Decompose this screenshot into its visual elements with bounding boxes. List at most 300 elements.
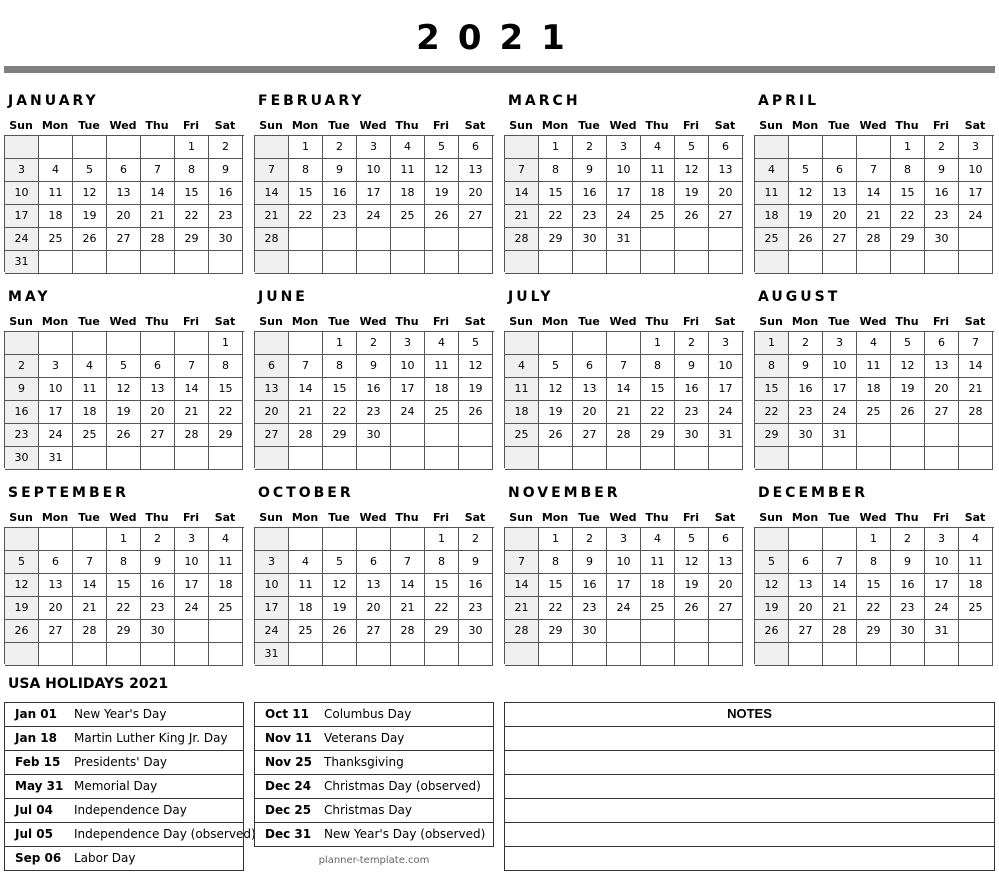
- day-cell[interactable]: 1: [107, 528, 141, 551]
- day-cell[interactable]: 4: [39, 159, 73, 182]
- day-cell[interactable]: 19: [539, 401, 573, 424]
- day-cell[interactable]: 25: [39, 228, 73, 251]
- day-cell[interactable]: [357, 228, 391, 251]
- day-cell[interactable]: 13: [925, 355, 959, 378]
- day-cell[interactable]: 24: [925, 597, 959, 620]
- day-cell[interactable]: [209, 251, 243, 274]
- day-cell[interactable]: 2: [573, 528, 607, 551]
- day-cell[interactable]: [709, 228, 743, 251]
- day-cell[interactable]: 28: [607, 424, 641, 447]
- day-cell[interactable]: 26: [459, 401, 493, 424]
- day-cell[interactable]: 25: [641, 205, 675, 228]
- day-cell[interactable]: 24: [175, 597, 209, 620]
- day-cell[interactable]: 4: [289, 551, 323, 574]
- day-cell[interactable]: 22: [289, 205, 323, 228]
- day-cell[interactable]: [107, 447, 141, 470]
- day-cell[interactable]: 7: [505, 551, 539, 574]
- day-cell[interactable]: 11: [209, 551, 243, 574]
- day-cell[interactable]: 7: [505, 159, 539, 182]
- day-cell[interactable]: 29: [175, 228, 209, 251]
- day-cell[interactable]: 1: [209, 332, 243, 355]
- day-cell[interactable]: 15: [539, 182, 573, 205]
- day-cell[interactable]: 19: [73, 205, 107, 228]
- day-cell[interactable]: 22: [641, 401, 675, 424]
- notes-line[interactable]: [505, 775, 994, 799]
- day-cell[interactable]: 7: [607, 355, 641, 378]
- day-cell[interactable]: 2: [357, 332, 391, 355]
- day-cell[interactable]: 7: [73, 551, 107, 574]
- day-cell[interactable]: 3: [607, 136, 641, 159]
- day-cell[interactable]: 4: [857, 332, 891, 355]
- day-cell[interactable]: 1: [891, 136, 925, 159]
- day-cell[interactable]: [323, 228, 357, 251]
- day-cell[interactable]: 30: [573, 620, 607, 643]
- day-cell[interactable]: 24: [959, 205, 993, 228]
- day-cell[interactable]: 21: [141, 205, 175, 228]
- day-cell[interactable]: 12: [675, 551, 709, 574]
- day-cell[interactable]: 29: [323, 424, 357, 447]
- day-cell[interactable]: 12: [459, 355, 493, 378]
- day-cell[interactable]: [857, 447, 891, 470]
- notes-line[interactable]: [505, 799, 994, 823]
- day-cell[interactable]: 5: [425, 136, 459, 159]
- day-cell[interactable]: 9: [789, 355, 823, 378]
- day-cell[interactable]: 30: [925, 228, 959, 251]
- day-cell[interactable]: 12: [107, 378, 141, 401]
- day-cell[interactable]: 8: [425, 551, 459, 574]
- day-cell[interactable]: [789, 643, 823, 666]
- day-cell[interactable]: 29: [891, 228, 925, 251]
- day-cell[interactable]: 2: [573, 136, 607, 159]
- day-cell[interactable]: 27: [789, 620, 823, 643]
- day-cell[interactable]: [425, 424, 459, 447]
- day-cell[interactable]: 15: [641, 378, 675, 401]
- day-cell[interactable]: 23: [925, 205, 959, 228]
- day-cell[interactable]: 27: [357, 620, 391, 643]
- day-cell[interactable]: [857, 643, 891, 666]
- day-cell[interactable]: 20: [789, 597, 823, 620]
- day-cell[interactable]: [959, 620, 993, 643]
- day-cell[interactable]: [425, 643, 459, 666]
- day-cell[interactable]: [573, 251, 607, 274]
- day-cell[interactable]: 4: [641, 136, 675, 159]
- day-cell[interactable]: 24: [255, 620, 289, 643]
- day-cell[interactable]: [209, 620, 243, 643]
- day-cell[interactable]: 12: [539, 378, 573, 401]
- day-cell[interactable]: [289, 251, 323, 274]
- day-cell[interactable]: 23: [357, 401, 391, 424]
- day-cell[interactable]: 16: [573, 182, 607, 205]
- day-cell[interactable]: [959, 643, 993, 666]
- day-cell[interactable]: 6: [107, 159, 141, 182]
- day-cell[interactable]: 22: [539, 597, 573, 620]
- day-cell[interactable]: 15: [289, 182, 323, 205]
- day-cell[interactable]: 6: [709, 528, 743, 551]
- day-cell[interactable]: 10: [709, 355, 743, 378]
- day-cell[interactable]: 14: [255, 182, 289, 205]
- day-cell[interactable]: [5, 332, 39, 355]
- day-cell[interactable]: 27: [255, 424, 289, 447]
- day-cell[interactable]: [755, 528, 789, 551]
- day-cell[interactable]: [505, 332, 539, 355]
- day-cell[interactable]: [141, 136, 175, 159]
- day-cell[interactable]: 19: [755, 597, 789, 620]
- day-cell[interactable]: 15: [755, 378, 789, 401]
- day-cell[interactable]: [539, 251, 573, 274]
- day-cell[interactable]: 28: [391, 620, 425, 643]
- day-cell[interactable]: 11: [641, 159, 675, 182]
- day-cell[interactable]: [505, 643, 539, 666]
- day-cell[interactable]: [459, 447, 493, 470]
- day-cell[interactable]: 23: [789, 401, 823, 424]
- day-cell[interactable]: 9: [209, 159, 243, 182]
- day-cell[interactable]: [675, 228, 709, 251]
- day-cell[interactable]: 11: [505, 378, 539, 401]
- day-cell[interactable]: 26: [107, 424, 141, 447]
- day-cell[interactable]: [857, 424, 891, 447]
- day-cell[interactable]: [755, 643, 789, 666]
- day-cell[interactable]: 15: [323, 378, 357, 401]
- day-cell[interactable]: [39, 528, 73, 551]
- day-cell[interactable]: [789, 528, 823, 551]
- day-cell[interactable]: 24: [607, 597, 641, 620]
- day-cell[interactable]: 13: [573, 378, 607, 401]
- day-cell[interactable]: 20: [709, 574, 743, 597]
- day-cell[interactable]: 24: [391, 401, 425, 424]
- day-cell[interactable]: 28: [289, 424, 323, 447]
- day-cell[interactable]: 18: [39, 205, 73, 228]
- day-cell[interactable]: 3: [823, 332, 857, 355]
- day-cell[interactable]: [959, 228, 993, 251]
- day-cell[interactable]: [891, 251, 925, 274]
- day-cell[interactable]: 10: [39, 378, 73, 401]
- day-cell[interactable]: 27: [39, 620, 73, 643]
- day-cell[interactable]: 19: [425, 182, 459, 205]
- day-cell[interactable]: 28: [823, 620, 857, 643]
- day-cell[interactable]: 18: [755, 205, 789, 228]
- day-cell[interactable]: [391, 528, 425, 551]
- day-cell[interactable]: [755, 251, 789, 274]
- day-cell[interactable]: 11: [39, 182, 73, 205]
- day-cell[interactable]: [925, 424, 959, 447]
- day-cell[interactable]: 12: [73, 182, 107, 205]
- day-cell[interactable]: 30: [573, 228, 607, 251]
- day-cell[interactable]: 18: [857, 378, 891, 401]
- day-cell[interactable]: 14: [607, 378, 641, 401]
- day-cell[interactable]: 5: [459, 332, 493, 355]
- day-cell[interactable]: 12: [425, 159, 459, 182]
- day-cell[interactable]: 21: [505, 597, 539, 620]
- day-cell[interactable]: 11: [857, 355, 891, 378]
- day-cell[interactable]: 12: [789, 182, 823, 205]
- day-cell[interactable]: 8: [539, 159, 573, 182]
- day-cell[interactable]: 30: [891, 620, 925, 643]
- day-cell[interactable]: 28: [959, 401, 993, 424]
- day-cell[interactable]: 3: [175, 528, 209, 551]
- day-cell[interactable]: 26: [425, 205, 459, 228]
- day-cell[interactable]: [641, 251, 675, 274]
- day-cell[interactable]: 26: [891, 401, 925, 424]
- day-cell[interactable]: [425, 447, 459, 470]
- day-cell[interactable]: 14: [175, 378, 209, 401]
- day-cell[interactable]: 23: [891, 597, 925, 620]
- day-cell[interactable]: 28: [505, 228, 539, 251]
- day-cell[interactable]: [505, 528, 539, 551]
- day-cell[interactable]: 19: [675, 182, 709, 205]
- day-cell[interactable]: 22: [539, 205, 573, 228]
- day-cell[interactable]: 5: [675, 136, 709, 159]
- day-cell[interactable]: [255, 136, 289, 159]
- day-cell[interactable]: 15: [107, 574, 141, 597]
- day-cell[interactable]: 14: [857, 182, 891, 205]
- day-cell[interactable]: 18: [391, 182, 425, 205]
- day-cell[interactable]: [107, 643, 141, 666]
- day-cell[interactable]: [755, 447, 789, 470]
- day-cell[interactable]: [607, 620, 641, 643]
- day-cell[interactable]: 6: [709, 136, 743, 159]
- day-cell[interactable]: 22: [107, 597, 141, 620]
- day-cell[interactable]: [289, 228, 323, 251]
- day-cell[interactable]: [789, 447, 823, 470]
- day-cell[interactable]: [641, 228, 675, 251]
- day-cell[interactable]: [5, 528, 39, 551]
- day-cell[interactable]: 17: [357, 182, 391, 205]
- day-cell[interactable]: 23: [675, 401, 709, 424]
- day-cell[interactable]: 8: [891, 159, 925, 182]
- day-cell[interactable]: [289, 528, 323, 551]
- day-cell[interactable]: [39, 332, 73, 355]
- day-cell[interactable]: [539, 447, 573, 470]
- day-cell[interactable]: 1: [857, 528, 891, 551]
- day-cell[interactable]: [709, 620, 743, 643]
- day-cell[interactable]: [641, 620, 675, 643]
- day-cell[interactable]: 1: [539, 136, 573, 159]
- day-cell[interactable]: 27: [823, 228, 857, 251]
- day-cell[interactable]: 1: [425, 528, 459, 551]
- day-cell[interactable]: [459, 643, 493, 666]
- day-cell[interactable]: 8: [289, 159, 323, 182]
- day-cell[interactable]: 22: [209, 401, 243, 424]
- day-cell[interactable]: 31: [5, 251, 39, 274]
- day-cell[interactable]: [959, 424, 993, 447]
- day-cell[interactable]: 23: [5, 424, 39, 447]
- day-cell[interactable]: 7: [175, 355, 209, 378]
- day-cell[interactable]: 8: [323, 355, 357, 378]
- day-cell[interactable]: [255, 528, 289, 551]
- day-cell[interactable]: 18: [641, 574, 675, 597]
- notes-line[interactable]: [505, 847, 994, 870]
- day-cell[interactable]: 23: [323, 205, 357, 228]
- day-cell[interactable]: 13: [107, 182, 141, 205]
- day-cell[interactable]: 15: [539, 574, 573, 597]
- day-cell[interactable]: 31: [255, 643, 289, 666]
- day-cell[interactable]: [823, 528, 857, 551]
- day-cell[interactable]: 30: [459, 620, 493, 643]
- day-cell[interactable]: 19: [891, 378, 925, 401]
- day-cell[interactable]: [607, 332, 641, 355]
- day-cell[interactable]: 18: [959, 574, 993, 597]
- day-cell[interactable]: 9: [573, 551, 607, 574]
- day-cell[interactable]: [641, 643, 675, 666]
- day-cell[interactable]: 20: [141, 401, 175, 424]
- day-cell[interactable]: 13: [789, 574, 823, 597]
- day-cell[interactable]: 25: [209, 597, 243, 620]
- day-cell[interactable]: 6: [141, 355, 175, 378]
- day-cell[interactable]: 18: [209, 574, 243, 597]
- day-cell[interactable]: [459, 228, 493, 251]
- day-cell[interactable]: 20: [573, 401, 607, 424]
- day-cell[interactable]: 21: [607, 401, 641, 424]
- day-cell[interactable]: 10: [823, 355, 857, 378]
- day-cell[interactable]: [73, 447, 107, 470]
- day-cell[interactable]: [175, 620, 209, 643]
- day-cell[interactable]: 9: [357, 355, 391, 378]
- day-cell[interactable]: 24: [5, 228, 39, 251]
- day-cell[interactable]: [39, 136, 73, 159]
- day-cell[interactable]: 26: [675, 597, 709, 620]
- day-cell[interactable]: 9: [573, 159, 607, 182]
- day-cell[interactable]: [175, 251, 209, 274]
- day-cell[interactable]: [607, 447, 641, 470]
- day-cell[interactable]: [175, 447, 209, 470]
- day-cell[interactable]: [925, 643, 959, 666]
- day-cell[interactable]: 14: [289, 378, 323, 401]
- day-cell[interactable]: 7: [391, 551, 425, 574]
- day-cell[interactable]: [539, 332, 573, 355]
- day-cell[interactable]: 31: [709, 424, 743, 447]
- day-cell[interactable]: 13: [823, 182, 857, 205]
- day-cell[interactable]: 22: [891, 205, 925, 228]
- day-cell[interactable]: 25: [857, 401, 891, 424]
- day-cell[interactable]: [607, 251, 641, 274]
- day-cell[interactable]: 23: [141, 597, 175, 620]
- day-cell[interactable]: [857, 251, 891, 274]
- day-cell[interactable]: [789, 136, 823, 159]
- day-cell[interactable]: 28: [141, 228, 175, 251]
- day-cell[interactable]: 5: [5, 551, 39, 574]
- day-cell[interactable]: 2: [141, 528, 175, 551]
- day-cell[interactable]: 19: [5, 597, 39, 620]
- day-cell[interactable]: [357, 528, 391, 551]
- day-cell[interactable]: 27: [459, 205, 493, 228]
- day-cell[interactable]: [107, 332, 141, 355]
- day-cell[interactable]: 8: [641, 355, 675, 378]
- notes-line[interactable]: [505, 727, 994, 751]
- day-cell[interactable]: 7: [959, 332, 993, 355]
- day-cell[interactable]: 12: [891, 355, 925, 378]
- day-cell[interactable]: 19: [107, 401, 141, 424]
- day-cell[interactable]: 17: [391, 378, 425, 401]
- day-cell[interactable]: 7: [857, 159, 891, 182]
- day-cell[interactable]: 21: [255, 205, 289, 228]
- day-cell[interactable]: 3: [357, 136, 391, 159]
- day-cell[interactable]: 3: [39, 355, 73, 378]
- day-cell[interactable]: [357, 643, 391, 666]
- day-cell[interactable]: 11: [425, 355, 459, 378]
- day-cell[interactable]: 3: [709, 332, 743, 355]
- day-cell[interactable]: [73, 251, 107, 274]
- day-cell[interactable]: 8: [175, 159, 209, 182]
- day-cell[interactable]: [73, 332, 107, 355]
- day-cell[interactable]: 10: [607, 551, 641, 574]
- day-cell[interactable]: [107, 251, 141, 274]
- day-cell[interactable]: 17: [5, 205, 39, 228]
- day-cell[interactable]: 2: [323, 136, 357, 159]
- day-cell[interactable]: 18: [289, 597, 323, 620]
- day-cell[interactable]: [391, 643, 425, 666]
- day-cell[interactable]: 16: [459, 574, 493, 597]
- day-cell[interactable]: [209, 447, 243, 470]
- day-cell[interactable]: 14: [505, 574, 539, 597]
- day-cell[interactable]: 12: [323, 574, 357, 597]
- day-cell[interactable]: 2: [209, 136, 243, 159]
- day-cell[interactable]: 3: [255, 551, 289, 574]
- day-cell[interactable]: 13: [255, 378, 289, 401]
- day-cell[interactable]: 29: [539, 228, 573, 251]
- day-cell[interactable]: 30: [141, 620, 175, 643]
- day-cell[interactable]: 21: [391, 597, 425, 620]
- day-cell[interactable]: 1: [539, 528, 573, 551]
- day-cell[interactable]: 11: [73, 378, 107, 401]
- day-cell[interactable]: [641, 447, 675, 470]
- day-cell[interactable]: [5, 643, 39, 666]
- day-cell[interactable]: 4: [641, 528, 675, 551]
- day-cell[interactable]: 20: [107, 205, 141, 228]
- day-cell[interactable]: [607, 643, 641, 666]
- day-cell[interactable]: 5: [675, 528, 709, 551]
- day-cell[interactable]: 6: [255, 355, 289, 378]
- day-cell[interactable]: [107, 136, 141, 159]
- day-cell[interactable]: 4: [73, 355, 107, 378]
- day-cell[interactable]: 10: [925, 551, 959, 574]
- day-cell[interactable]: 10: [255, 574, 289, 597]
- day-cell[interactable]: 21: [73, 597, 107, 620]
- day-cell[interactable]: 2: [5, 355, 39, 378]
- day-cell[interactable]: 12: [5, 574, 39, 597]
- day-cell[interactable]: 30: [357, 424, 391, 447]
- day-cell[interactable]: 2: [891, 528, 925, 551]
- day-cell[interactable]: 26: [755, 620, 789, 643]
- day-cell[interactable]: 21: [289, 401, 323, 424]
- day-cell[interactable]: 15: [175, 182, 209, 205]
- day-cell[interactable]: 13: [709, 551, 743, 574]
- day-cell[interactable]: [175, 643, 209, 666]
- day-cell[interactable]: 14: [505, 182, 539, 205]
- day-cell[interactable]: 7: [141, 159, 175, 182]
- day-cell[interactable]: 17: [925, 574, 959, 597]
- day-cell[interactable]: 5: [755, 551, 789, 574]
- day-cell[interactable]: 9: [891, 551, 925, 574]
- day-cell[interactable]: 17: [255, 597, 289, 620]
- day-cell[interactable]: 1: [641, 332, 675, 355]
- day-cell[interactable]: [505, 447, 539, 470]
- day-cell[interactable]: 1: [175, 136, 209, 159]
- day-cell[interactable]: [425, 251, 459, 274]
- day-cell[interactable]: [505, 251, 539, 274]
- day-cell[interactable]: [925, 251, 959, 274]
- day-cell[interactable]: 6: [789, 551, 823, 574]
- day-cell[interactable]: 11: [289, 574, 323, 597]
- day-cell[interactable]: [141, 332, 175, 355]
- day-cell[interactable]: 11: [755, 182, 789, 205]
- day-cell[interactable]: 26: [5, 620, 39, 643]
- day-cell[interactable]: 25: [289, 620, 323, 643]
- day-cell[interactable]: 20: [709, 182, 743, 205]
- day-cell[interactable]: 14: [391, 574, 425, 597]
- day-cell[interactable]: 31: [607, 228, 641, 251]
- day-cell[interactable]: 14: [959, 355, 993, 378]
- day-cell[interactable]: 5: [323, 551, 357, 574]
